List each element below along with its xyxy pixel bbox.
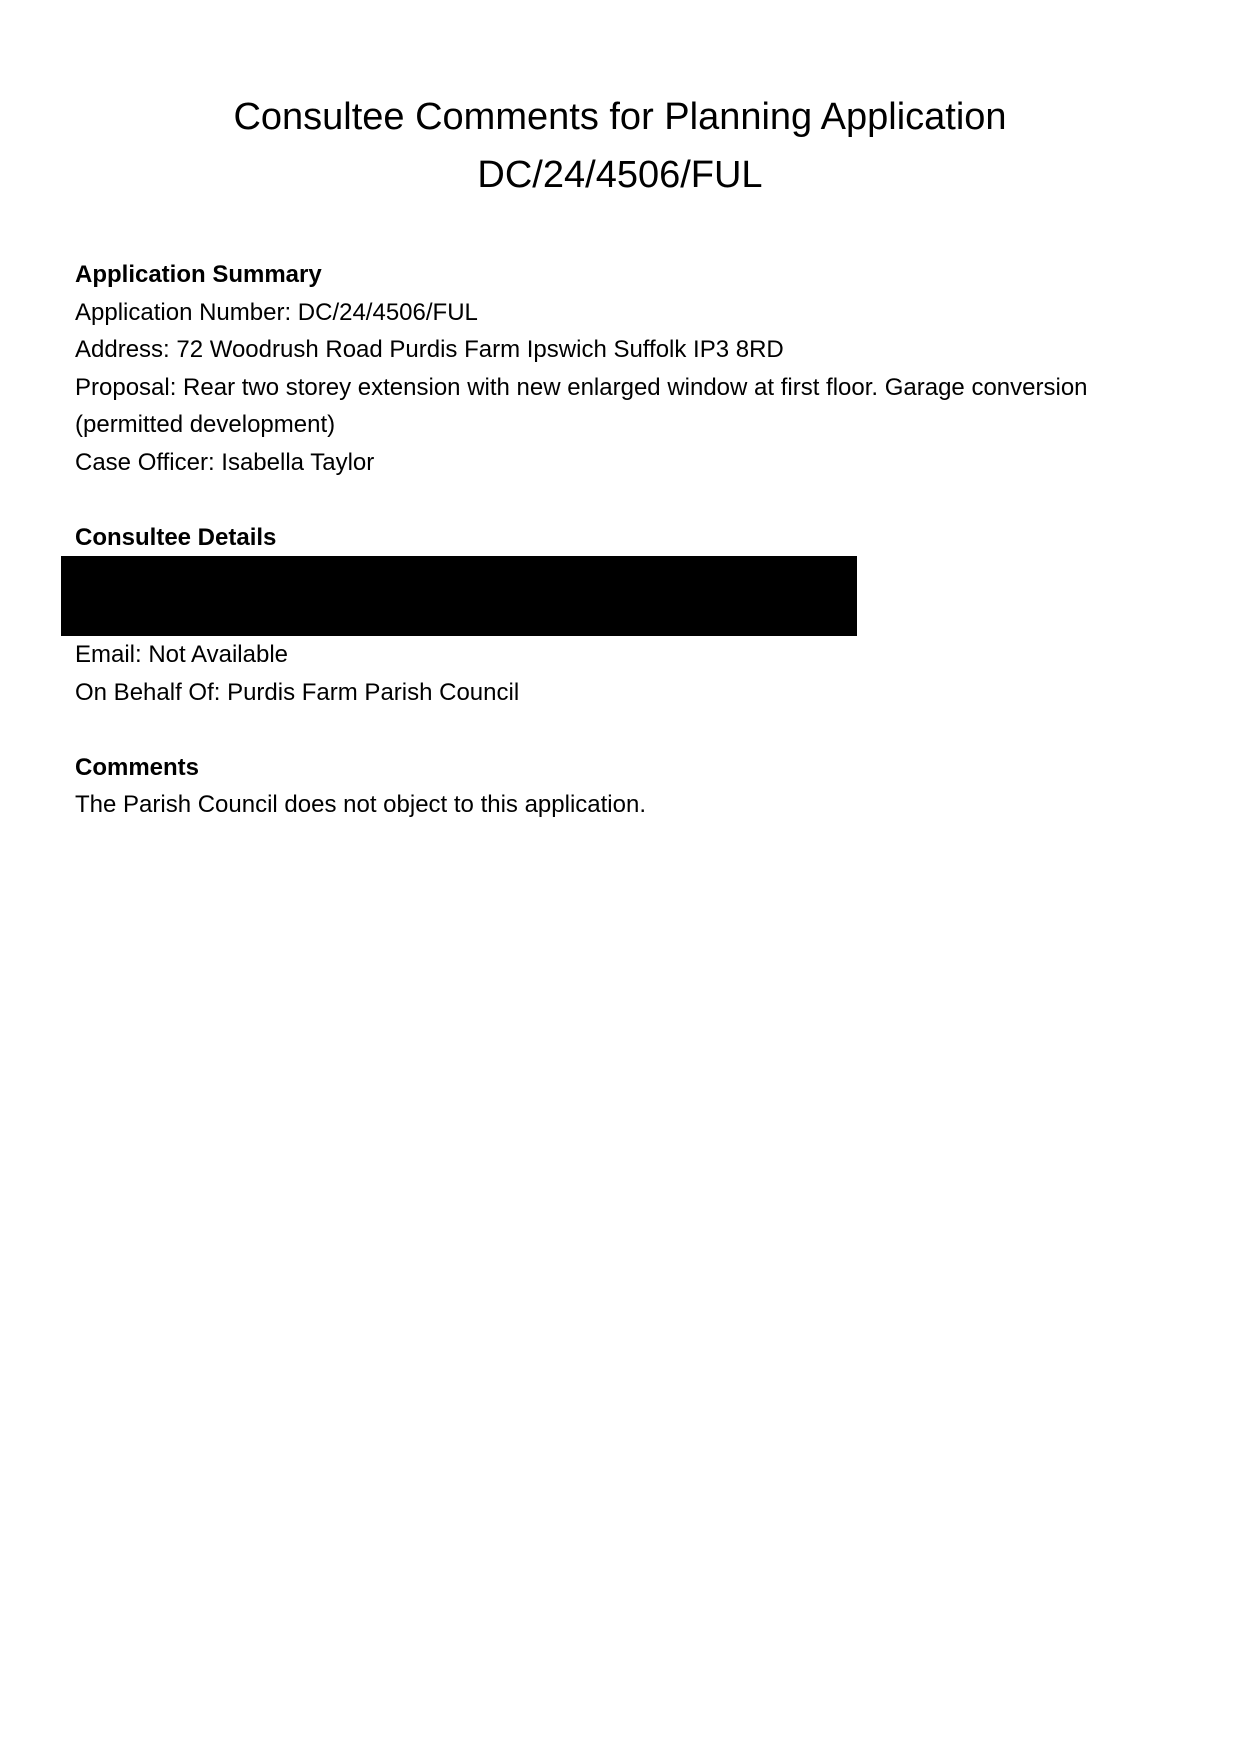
- redaction-block: [61, 556, 857, 636]
- page-title-line-1: Consultee Comments for Planning Application: [233, 96, 1007, 138]
- consultee-details-heading: Consultee Details: [75, 523, 277, 551]
- document-body: [75, 256, 1185, 824]
- case-officer: Case Officer: Isabella Taylor: [75, 448, 375, 476]
- on-behalf-of: On Behalf Of: Purdis Farm Parish Council: [75, 678, 520, 706]
- comments-text: The Parish Council does not object to this application.: [75, 791, 646, 818]
- proposal-line-2: (permitted development): [75, 411, 336, 438]
- application-number: Application Number: DC/24/4506/FUL: [75, 298, 478, 326]
- consultee-details-section: [75, 519, 1185, 712]
- page-title: [0, 88, 1240, 204]
- proposal-line-1: Proposal: Rear two storey extension with new enlarged window at first floor. Garage conversion: [75, 373, 1088, 401]
- page-title-line-2: DC/24/4506/FUL: [477, 154, 763, 196]
- address: Address: 72 Woodrush Road Purdis Farm Ipswich Suffolk IP3 8RD: [75, 336, 784, 363]
- section-spacer: [75, 711, 1185, 749]
- consultee-email: Email: Not Available: [75, 641, 288, 668]
- application-summary-heading: Application Summary: [75, 261, 322, 288]
- section-spacer: [75, 481, 1185, 519]
- comments-heading: Comments: [75, 753, 200, 781]
- comments-section: [75, 749, 1185, 824]
- application-summary-section: [75, 256, 1185, 481]
